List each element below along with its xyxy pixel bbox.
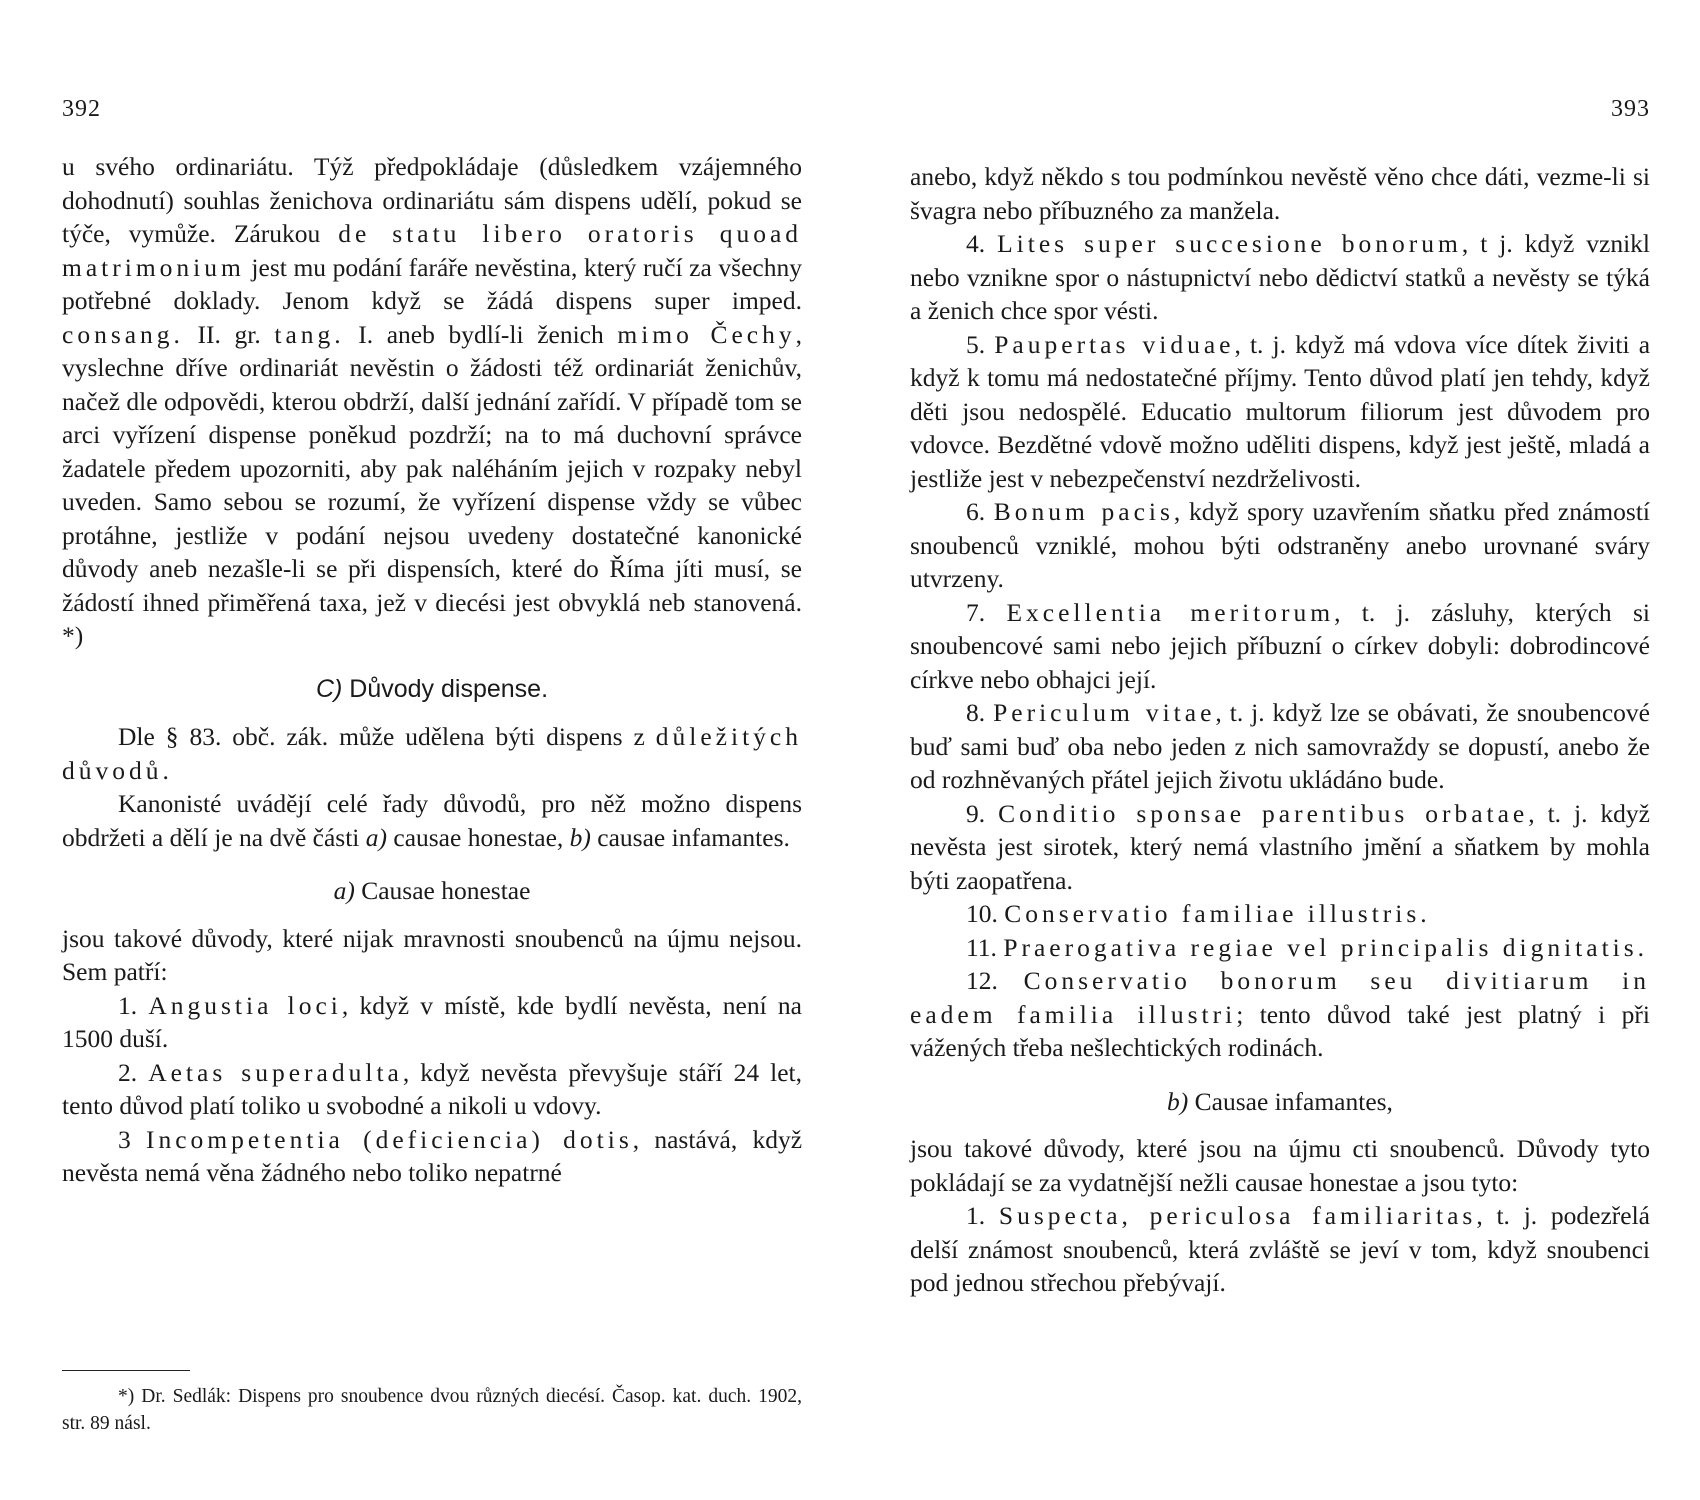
heading-letter: C) <box>315 674 343 703</box>
text-run: , t. j. podezřelá delší známost snoubenců, která zvláště se jeví v tom, když snoubenci pod jednou střechou přebývají. <box>910 1201 1651 1297</box>
item-number: 8. <box>966 698 994 727</box>
list-item <box>910 596 1650 697</box>
spaced-term: Angustia loci <box>148 990 342 1020</box>
list-item <box>62 1056 802 1123</box>
list-item <box>910 931 1650 965</box>
paragraph <box>62 720 802 787</box>
section-heading-a <box>62 874 802 908</box>
text-run: causae honestae, <box>387 822 570 852</box>
spaced-term: Conservatio familiae illustris <box>1004 899 1421 928</box>
spaced-term: Aetas superadulta <box>148 1057 403 1087</box>
spaced-term: Conditio sponsae parentibus orbatae <box>998 798 1529 828</box>
spaced-term: Conservatio bonorum seu divitiarum in eadem familia illustri <box>910 966 1650 1029</box>
paragraph: jsou takové důvody, které jsou na újmu cti snoubenců. Důvody tyto pokládají se za vydatnější nežli causae honestae a jsou tyto: <box>910 1134 1650 1197</box>
item-number: 3 <box>118 1124 146 1154</box>
spaced-term: Suspecta, periculosa familiaritas <box>998 1201 1477 1230</box>
text-run: I. aneb bydlí-li ženich <box>344 319 618 349</box>
item-number: 7. <box>966 597 1007 627</box>
item-number: 1. <box>966 1201 999 1230</box>
text-run: , t j. když vznikl nebo vznikne spor o nástupnictví nebo dědictví statků a nevěsty se týká a ženich chce spor vésti. <box>910 229 1650 325</box>
text-run: , když v místě, kde bydlí nevěsta, není na 1500 duší. <box>62 990 802 1053</box>
text-run: causae infamantes. <box>590 822 790 852</box>
section-heading-b <box>910 1085 1650 1119</box>
page-body <box>62 150 802 1190</box>
spaced-term: Bonum pacis <box>993 497 1174 526</box>
footnote-rule <box>62 1370 190 1371</box>
text-run: . <box>1637 932 1645 962</box>
paragraph <box>62 787 802 854</box>
item-number: 5. <box>966 329 995 359</box>
spaced-term: consang. <box>62 319 184 349</box>
text-run: , když nevěsta převyšuje stáří 24 let, tento důvod platí toliko u svobodné a nikoli u vdovy. <box>62 1057 802 1120</box>
right-page <box>910 0 1650 1500</box>
list-item <box>910 227 1650 328</box>
spaced-term: tang. <box>274 319 345 349</box>
list-item <box>62 989 802 1056</box>
text-run: II. gr. <box>183 319 275 349</box>
text-run: , t. j. když nevěsta jest sirotek, který nemá vlastního jmění a sňatkem by mohla býti zaopatřena. <box>910 798 1650 895</box>
footnote-text: *) Dr. Sedlák: Dispens pro snoubence dvou různých diecésí. Časop. kat. duch. 1902, str. 89 násl. <box>62 1386 802 1434</box>
spaced-term: Periculum vitae <box>993 698 1216 727</box>
italic-letter: a) <box>365 822 387 852</box>
spaced-term: mimo Čechy <box>617 319 796 349</box>
heading-letter: b) <box>1167 1086 1189 1116</box>
list-item <box>910 1199 1650 1300</box>
page-number: 392 <box>62 96 101 122</box>
text-run: Kanonisté uvádějí celé řady důvodů, pro něž možno dispens obdržeti a dělí je na dvě části <box>62 789 802 852</box>
item-number: 12. <box>966 966 1024 995</box>
list-item <box>910 696 1650 797</box>
item-number: 6. <box>966 497 994 526</box>
text-run: jest mu podání faráře nevěstina, který ručí za všechny potřebné doklady. Jenom když se žádá dispens super imped. <box>62 252 802 315</box>
italic-letter: b) <box>569 822 591 852</box>
spaced-term: důležitých důvodů. <box>62 722 802 785</box>
list-item <box>910 897 1650 931</box>
item-number: 10. <box>966 899 1005 928</box>
item-number: 4. <box>966 229 998 258</box>
text-run: Dle § 83. obč. zák. může udělena býti dispens z <box>118 722 656 751</box>
spaced-term: Lites super succesione bonorum <box>997 229 1462 258</box>
paragraph <box>62 150 802 653</box>
list-item <box>910 328 1650 496</box>
text-run: , nastává, když nevěsta nemá věna žádného nebo toliko nepatrné <box>62 1124 803 1187</box>
item-number: 11. <box>966 932 1004 962</box>
heading-text: Causae infamantes, <box>1188 1086 1393 1116</box>
heading-text: Důvody dispense. <box>342 674 549 703</box>
section-heading-c <box>62 673 802 707</box>
paragraph: jsou takové důvody, které nijak mravnosti snoubenců na újmu nejsou. Sem patří: <box>62 923 802 986</box>
text-run: , když spory uzavřením sňatku před známostí snoubenců vzniklé, mohou býti odstraněny anebo urovnané sváry utvrzeny. <box>910 497 1650 593</box>
page-number: 393 <box>1611 96 1650 122</box>
list-item <box>910 964 1650 1065</box>
spaced-term: Praerogativa regiae vel principalis dignitatis <box>1003 932 1638 962</box>
text-run: . <box>1420 899 1427 928</box>
spaced-term: Incompetentia (deficiencia) dotis <box>146 1124 633 1154</box>
list-item <box>62 1123 802 1190</box>
paragraph: anebo, když někdo s tou podmínkou nevěstě věno chce dáti, vezme-li si švagra nebo příbuzného za manžela. <box>910 162 1650 225</box>
spaced-term: Excellentia meritorum <box>1006 597 1335 627</box>
footnote <box>62 1383 802 1437</box>
item-number: 1. <box>118 990 149 1020</box>
left-page <box>62 0 802 1500</box>
heading-text: Causae honestae <box>354 876 531 905</box>
text-run: ; tento důvod také jest platný i při vážených třeba nešlechtických rodinách. <box>910 999 1650 1062</box>
text-run: , vyslechne dříve ordinariát nevěstin o žádosti též ordinariát ženichův, načež dle odpovědi, kterou obdrží, další jednání zařídí. V případě tom se arci vyřízení dispense poněkud pozdrží; na to má duchovní správce žadatele předem upozorniti, aby pak naléháním jejich v rozpaky nebyl uveden. Samo sebou se rozumí, že vyřízení dispense vždy se vůbec protáhne, jestliže v podání nejsou uvedeny dostatečné kanonické důvody aneb nezašle-li se při dispensích, které do Říma jíti musí, se žádostí ihned přiměřená taxa, jež v diecési jest obvyklá neb stanovená. *) <box>62 319 802 650</box>
spaced-term: Paupertas viduae <box>994 329 1235 359</box>
spaced-term: de statu libero oratoris quoad matrimonium <box>62 219 803 282</box>
text-run: , t. j. když má vdova více dítek živiti a když k tomu má nedostatečné příjmy. Tento důvod platí jen tehdy, když děti jsou nedospělé. Educatio multorum filiorum jest důvodem pro vdovce. Bezdětné vdově možno uděliti dispens, když jest ještě, mladá a jestliže jest v nebezpečenství nezdrželivosti. <box>910 329 1651 493</box>
text-run: u svého ordinariátu. Týž předpokládaje (důsledkem vzájemného dohodnutí) souhlas ženichova ordinariátu sám dispens udělí, pokud se týče, vymůže. Zárukou <box>62 152 802 248</box>
list-item <box>910 797 1650 898</box>
page-body <box>910 160 1650 1300</box>
item-number: 9. <box>966 798 999 828</box>
text-run: , t. j. když lze se obávati, že snoubencové buď sami buď oba nebo jeden z nich samovraždy se dopustí, anebo že od rozhněvaných přátel jejich životu ukládáno bude. <box>910 698 1651 794</box>
item-number: 2. <box>118 1057 149 1087</box>
heading-letter: a) <box>333 876 355 905</box>
list-item <box>910 495 1650 596</box>
text-run: , t. j. zásluhy, kterých si snoubencové sami nebo jejich příbuzní o církev dobyli: dobrodincové církve nebo obhajci její. <box>910 597 1650 694</box>
